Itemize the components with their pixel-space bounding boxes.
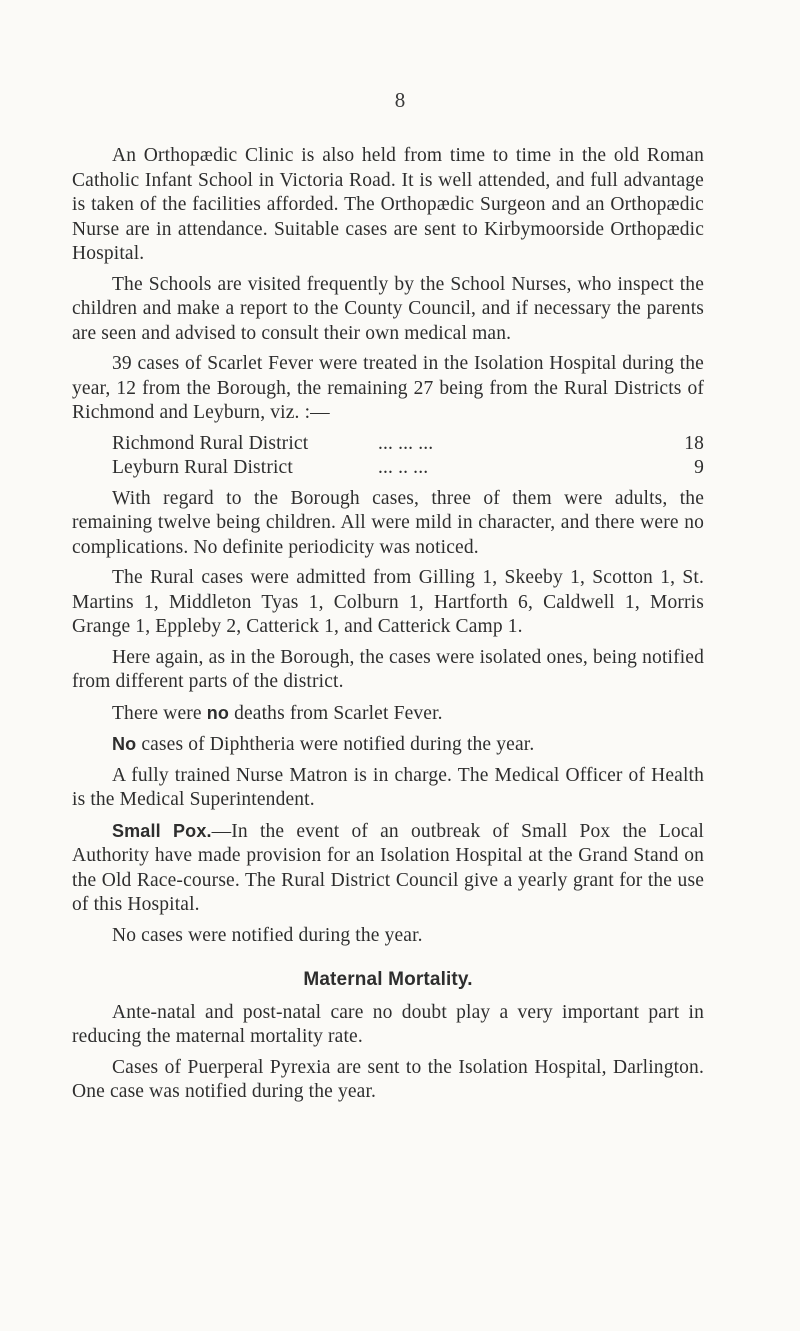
district-count: 18 bbox=[684, 432, 704, 454]
district-row bbox=[72, 456, 704, 481]
page-number: 8 bbox=[394, 88, 406, 112]
paragraph-isolated-cases: Here again, as in the Borough, the cases were isolated ones, being notified from different parts of the district. bbox=[72, 646, 704, 692]
paragraph-diphtheria bbox=[72, 732, 704, 758]
emphasis-no: no bbox=[206, 702, 230, 723]
paragraph-nurse-matron: A fully trained Nurse Matron is in charge. The Medical Officer of Health is the Medical Superintendent. bbox=[72, 764, 704, 810]
leader-dots: ... ... ... bbox=[378, 432, 434, 454]
emphasis-no: No bbox=[112, 734, 137, 754]
district-row bbox=[72, 432, 704, 457]
paragraph-scarlet-fever-cases: 39 cases of Scarlet Fever were treated in the Isolation Hospital during the year, 12 from the Borough, the remaining 27 being from the Rural Districts of Richmond and Leyburn, viz. :— bbox=[72, 353, 704, 423]
paragraph-orthopaedic-clinic: An Orthopædic Clinic is also held from time to time in the old Roman Catholic Infant School in Victoria Road. It is well attended, and full advantage is taken of the facilities afforded. The Orthopædic Surgeon and an Orthopædic Nurse are in attendance. Suitable cases are sent to Kirbymoorside Orthopædic Hospital. bbox=[72, 145, 704, 264]
paragraph-puerperal-pyrexia: Cases of Puerperal Pyrexia are sent to the Isolation Hospital, Darlington. One case was notified during the year. bbox=[72, 1056, 704, 1102]
paragraph-small-pox bbox=[72, 819, 704, 918]
district-count: 9 bbox=[694, 457, 704, 478]
paragraph-no-small-pox-cases: No cases were notified during the year. bbox=[112, 924, 423, 946]
district-name: Leyburn Rural District bbox=[112, 457, 293, 478]
paragraph-no-deaths bbox=[72, 701, 704, 727]
section-heading-maternal-mortality: Maternal Mortality. bbox=[303, 969, 473, 990]
paragraph-ante-natal-care: Ante-natal and post-natal care no doubt play a very important part in reducing the maternal mortality rate. bbox=[72, 1001, 704, 1047]
leader-dots: ... .. ... bbox=[378, 457, 429, 478]
text-fragment: cases of Diphtheria were notified during the year. bbox=[136, 734, 535, 755]
paragraph-school-nurses: The Schools are visited frequently by the School Nurses, who inspect the children and make a report to the County Council, and if necessary the parents are seen and advised to consult their own medical man. bbox=[72, 273, 704, 344]
run-in-heading-small-pox: Small Pox. bbox=[112, 820, 212, 841]
text-fragment: There were bbox=[112, 702, 207, 724]
paragraph-rural-cases: The Rural cases were admitted from Gilling 1, Skeeby 1, Scotton 1, St. Martins 1, Middleton Tyas 1, Colburn 1, Hartforth 6, Caldwell 1, Morris Grange 1, Eppleby 2, Catterick 1, and Catterick Camp 1. bbox=[72, 567, 704, 637]
text-fragment: deaths from Scarlet Fever. bbox=[229, 702, 443, 724]
text-fragment: —In the event of an outbreak of Small Pox the Local Authority have made provision for an Isolation Hospital at the Grand Stand on the Old Race-course. The Rural District Council give a yearly grant for the use of this Hospital. bbox=[72, 820, 704, 915]
paragraph-borough-cases: With regard to the Borough cases, three of them were adults, the remaining twelve being children. All were mild in character, and there were no complications. No definite periodicity was noticed. bbox=[72, 487, 704, 558]
document-body bbox=[72, 144, 704, 1111]
district-name: Richmond Rural District bbox=[112, 432, 309, 454]
